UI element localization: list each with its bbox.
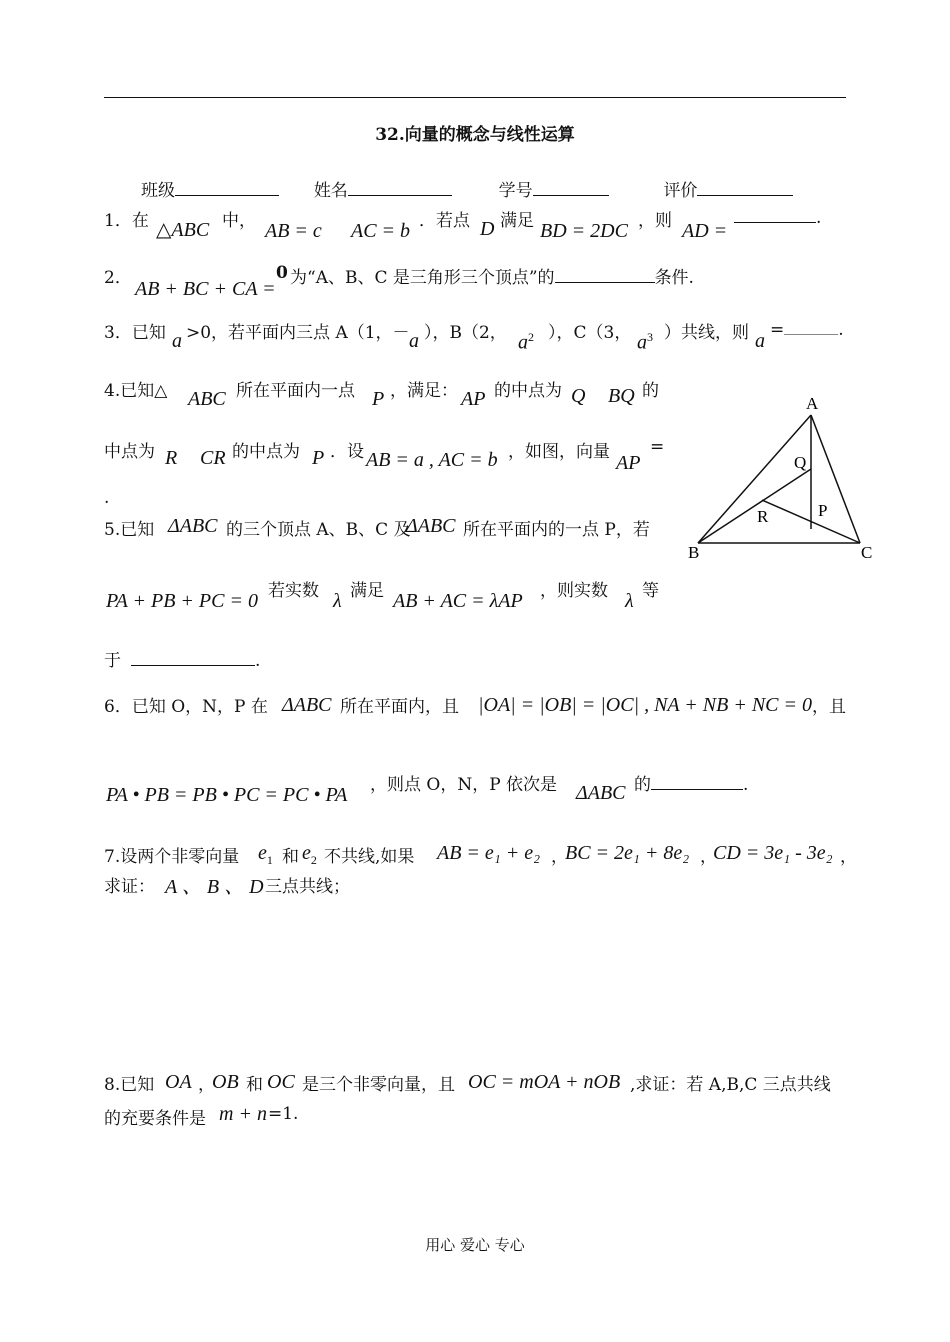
q6-text: 所在平面内，且	[340, 697, 459, 717]
q4-vector-def: AB = a , AC = b	[366, 449, 498, 471]
name-label: 姓名	[313, 181, 348, 201]
q6-text: ，且	[812, 697, 846, 717]
q1-text: ，则	[638, 211, 672, 231]
q1-triangle: △ABC	[156, 219, 210, 241]
q4-answer-dot: .	[104, 488, 110, 508]
q4-text: 4.已知△	[104, 381, 168, 401]
q7-cd: CD = 3e₁ - 3e₂	[713, 842, 833, 864]
label-q: Q	[794, 453, 807, 472]
q1-text: 满足	[500, 211, 534, 231]
grade-label: 评价	[663, 181, 698, 201]
q2-text: 为“A、B、C 是三角形三个顶点”的	[290, 268, 555, 288]
q4-text: 所在平面内一点	[236, 381, 355, 401]
q4-p: P	[312, 447, 325, 469]
number-label: 学号	[498, 181, 533, 201]
q6-condition-2: PA • PB = PB • PC = PC • PA	[106, 784, 348, 806]
q5-lambda: λ	[333, 590, 342, 612]
q2-answer-blank[interactable]	[555, 266, 655, 283]
q8-text: 的充要条件是	[104, 1109, 206, 1129]
q2-end: 条件.	[654, 268, 694, 288]
q6-answer-blank[interactable]	[651, 773, 743, 790]
q5-text: 所在平面内的一点 P，若	[463, 520, 650, 540]
q3-a: a	[755, 330, 765, 352]
q5-text: 满足	[350, 581, 384, 601]
q4-text: 的	[642, 381, 659, 401]
q3-text: =	[770, 320, 785, 340]
side-ab	[698, 415, 811, 543]
label-r: R	[757, 507, 769, 526]
q3-text: ），B（2，	[424, 323, 507, 343]
name-blank[interactable]	[348, 179, 452, 196]
q8-oa: OA	[165, 1071, 192, 1093]
q7-text: 求证：	[104, 877, 155, 897]
q4-q: Q	[571, 385, 586, 407]
q4-bq: BQ	[608, 385, 635, 407]
q7-text: 不共线,如果	[324, 847, 415, 867]
q2-zero-vector: 0	[276, 263, 288, 283]
q4-text: 的中点为	[232, 442, 300, 462]
q1-d: D	[480, 218, 495, 240]
number-blank[interactable]	[533, 179, 609, 196]
q5-lambda: λ	[625, 590, 634, 612]
label-b: B	[688, 543, 700, 562]
q1-ab: AB = c	[265, 220, 322, 242]
q5-text: 若实数	[268, 581, 319, 601]
q8-text: ,求证：若 A,B,C 三点共线	[630, 1075, 831, 1095]
q7-text: 三点共线；	[265, 877, 350, 897]
q3-a: a	[409, 330, 419, 352]
q3-text: ）共线，则	[664, 323, 749, 343]
q1-bd: BD = 2DC	[540, 220, 628, 242]
q7-text: 和	[282, 847, 299, 867]
q5-answer-blank[interactable]	[131, 649, 255, 666]
q6-end: .	[743, 775, 749, 795]
q7-text: 7.设两个非零向量	[104, 847, 240, 867]
q4-text: =	[650, 437, 665, 457]
q4-ap-vector: AP	[616, 452, 641, 474]
q4-text: ，满足：	[390, 381, 458, 401]
q4-p: P	[372, 388, 385, 410]
q6-text: 的	[634, 775, 651, 795]
q3-text: >0，若平面内三点 A（1，－	[186, 323, 410, 343]
q8-ob: OB	[212, 1071, 239, 1093]
label-p: P	[818, 501, 828, 520]
q3-answer-blank[interactable]	[784, 318, 838, 335]
q4-text: ，如图，向量	[508, 442, 610, 462]
q5-condition: PA + PB + PC = 0	[106, 590, 258, 612]
q4-text: ．设	[330, 442, 364, 462]
page-title: 32.向量的概念与线性运算	[375, 125, 575, 145]
q1-prefix: 1．在	[104, 211, 149, 231]
q3-a-squared: $a^2$	[518, 330, 534, 354]
q2-vector-sum: AB + BC + CA =	[135, 278, 276, 300]
label-a: A	[806, 394, 819, 413]
q5-text: 等	[642, 581, 659, 601]
q8-text: =1.	[268, 1104, 299, 1124]
q8-text: 和	[246, 1075, 263, 1095]
q5-text: 5.已知	[104, 520, 155, 540]
q1-ad: AD =	[682, 220, 728, 242]
q4-text: 的中点为	[494, 381, 562, 401]
q3-end: .	[838, 320, 844, 340]
q6-text: 6．已知 O，N，P 在	[104, 697, 268, 717]
q3-a-cubed: $a^3$	[637, 330, 653, 354]
q1-text: 中，	[222, 211, 256, 231]
q6-triangle: ΔABC	[282, 694, 332, 716]
header-rule	[104, 97, 846, 98]
q7-e2: $e_2$	[302, 842, 317, 867]
grade-blank[interactable]	[697, 179, 793, 196]
side-ac	[811, 415, 860, 543]
q4-cr: CR	[200, 447, 226, 469]
q1-answer-blank[interactable]	[734, 206, 816, 223]
q1-text: ．若点	[419, 211, 470, 231]
q3-prefix: 3．已知	[104, 323, 166, 343]
q5-triangle: ΔABC	[168, 515, 218, 537]
q7-e1: $e_1$	[258, 842, 273, 867]
q1-ac: AC = b	[351, 220, 411, 242]
q6-text: ，则点 O，N，P 依次是	[370, 775, 558, 795]
q2-prefix: 2．	[104, 268, 132, 288]
page-footer: 用心 爱心 专心	[425, 1236, 525, 1254]
q4-r: R	[165, 447, 178, 469]
q7-bc: BC = 2e₁ + 8e₂	[565, 842, 690, 864]
header-fields	[141, 176, 793, 201]
q4-text: 中点为	[104, 442, 155, 462]
q5-text: 的三个顶点 A、B、C 及	[226, 520, 411, 540]
q5-condition-2: AB + AC = λAP	[393, 590, 523, 612]
q5-text: 于	[104, 651, 121, 671]
q7-points: A 、 B 、 D	[165, 876, 264, 898]
triangle-figure	[680, 390, 880, 565]
q4-abc: ABC	[188, 388, 226, 410]
q5-triangle: ΔABC	[406, 515, 456, 537]
q6-condition-1: |OA| = |OB| = |OC| , NA + NB + NC = 0	[478, 694, 813, 716]
q8-text: 是三个非零向量，且	[302, 1075, 455, 1095]
class-label: 班级	[141, 181, 175, 201]
q8-text: 8.已知	[104, 1075, 155, 1095]
q6-triangle: ΔABC	[576, 782, 626, 804]
q5-text: ，则实数	[540, 581, 608, 601]
q1-end: .	[816, 208, 822, 228]
q4-ap: AP	[461, 388, 486, 410]
class-blank[interactable]	[175, 179, 279, 196]
label-c: C	[861, 543, 873, 562]
q8-mn: m + n	[219, 1103, 267, 1125]
q8-oc: OC	[267, 1071, 295, 1093]
q8-equation: OC = mOA + nOB	[468, 1071, 621, 1093]
q3-text: ），C（3，	[548, 323, 632, 343]
q3-a: a	[172, 330, 182, 352]
q7-ab: AB = e₁ + e₂	[437, 842, 541, 864]
